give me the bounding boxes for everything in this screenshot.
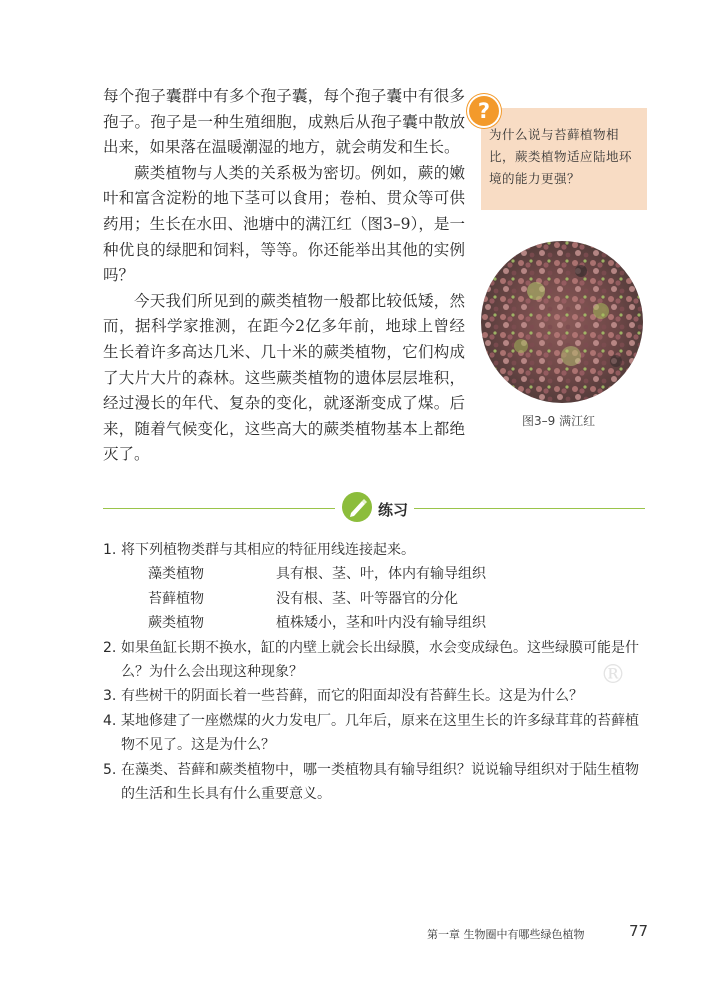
exercise-number: 4. xyxy=(103,712,117,729)
page-number: 77 xyxy=(629,922,649,940)
exercise-number: 1. xyxy=(103,542,117,558)
exercise-title: 练习 xyxy=(378,501,409,519)
plant-feature: 具有根、茎、叶，体内有输导组织 xyxy=(276,566,486,583)
plant-group: 苔藓植物 xyxy=(148,590,204,607)
azolla-photo xyxy=(481,241,643,403)
exercise-text: 将下列植物类群与其相应的特征用线连接起来。 xyxy=(121,542,415,558)
footer-chapter-title: 第一章 生物圈中有哪些绿色植物 xyxy=(427,928,585,941)
paragraph-1: 每个孢子囊群中有多个孢子囊，每个孢子囊中有很多孢子。孢子是一种生殖细胞，成熟后从孢子囊中散放出来，如果落在温暖潮湿的地方，就会萌发和生长。 xyxy=(103,87,465,157)
exercise-number: 5. xyxy=(103,761,117,778)
exercise-item-2 xyxy=(103,636,651,685)
pair-row xyxy=(103,611,651,635)
exercise-number: 2. xyxy=(103,639,117,656)
exercise-text: 某地修建了一座燃煤的火力发电厂。几年后，原来在这里生长的许多绿茸茸的苔藓植物不见了。这是为什么？ xyxy=(121,712,639,754)
plant-feature: 植株矮小，茎和叶内没有输导组织 xyxy=(276,615,486,632)
exercise-item-4 xyxy=(103,709,651,758)
paragraph-2: 蕨类植物与人类的关系极为密切。例如，蕨的嫩叶和富含淀粉的地下茎可以食用；卷柏、贯众等可供药用；生长在水田、池塘中的满江红（图3–9），是一种优良的绿肥和饲料，等等。你还能举出其他的实例吗？ xyxy=(103,163,465,285)
exercise-text: 如果鱼缸长期不换水，缸的内壁上就会长出绿膜，水会变成绿色。这些绿膜可能是什么？为什么会出现这种现象？ xyxy=(121,639,639,681)
plant-group: 蕨类植物 xyxy=(148,615,204,632)
exercise-text: 有些树干的阴面长着一些苔藓，而它的阳面却没有苔藓生长。这是为什么？ xyxy=(121,688,583,705)
question-mark-icon: ? xyxy=(469,96,499,126)
main-text-block xyxy=(103,84,465,468)
pair-row xyxy=(103,587,651,611)
exercise-divider-left xyxy=(103,508,335,509)
exercise-divider-right xyxy=(414,508,645,509)
exercise-list xyxy=(103,538,651,806)
exercise-item-1 xyxy=(103,538,651,562)
plant-feature: 没有根、茎、叶等器官的分化 xyxy=(276,590,458,607)
exercise-text: 在藻类、苔藓和蕨类植物中，哪一类植物具有输导组织？说说输导组织对于陆生植物的生活和生长具有什么重要意义。 xyxy=(121,761,639,803)
paragraph-3: 今天我们所见到的蕨类植物一般都比较低矮，然而，据科学家推测，在距今2亿多年前，地球上曾经生长着许多高达几米、几十米的蕨类植物，它们构成了大片大片的森林。这些蕨类植物的遗体层层堆积，经过漫长的年代、复杂的变化，就逐渐变成了煤。后来，随着气候变化，这些高大的蕨类植物基本上都绝灭了。 xyxy=(103,291,465,464)
plant-group: 藻类植物 xyxy=(148,566,204,583)
figure-caption: 图3–9 满江红 xyxy=(522,414,596,428)
pencil-icon xyxy=(342,492,372,522)
question-text: 为什么说与苔藓植物相比，蕨类植物适应陆地环境的能力更强？ xyxy=(489,127,633,186)
exercise-item-5 xyxy=(103,758,651,807)
registered-watermark-icon: ® xyxy=(600,660,626,690)
exercise-number: 3. xyxy=(103,688,117,705)
pair-row xyxy=(103,562,651,586)
exercise-item-3 xyxy=(103,684,651,708)
